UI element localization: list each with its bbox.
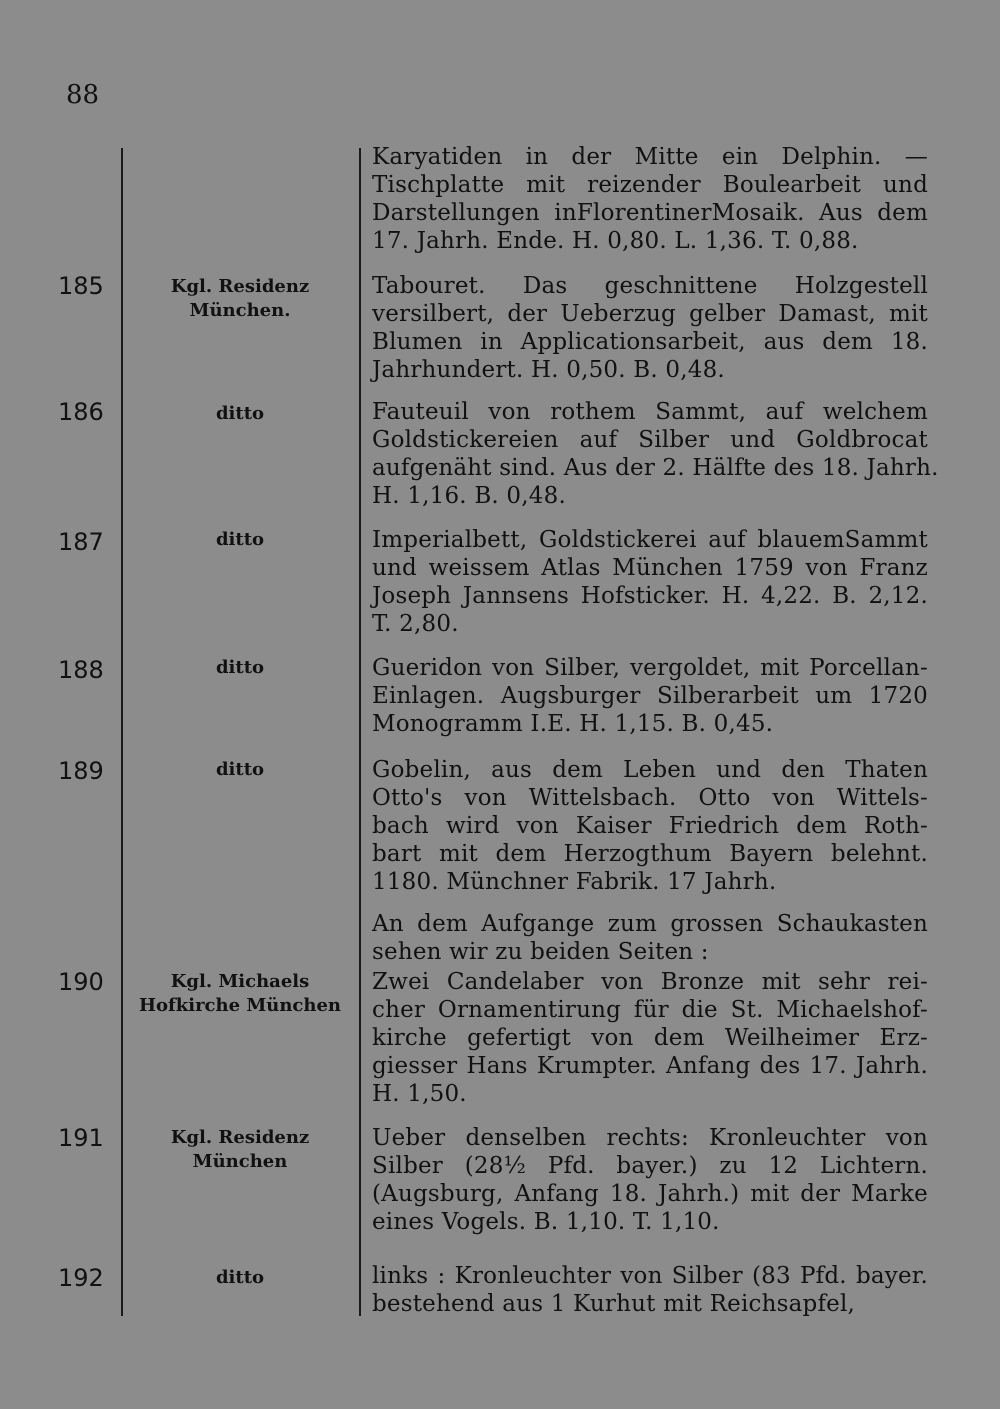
description-line: Imperialbett, Goldstickerei auf blauemSammt [372, 527, 928, 553]
entry-owner: ditto [215, 657, 265, 678]
description-line: 17. Jahrh. Ende. H. 0,80. L. 1,36. T. 0,88. [372, 228, 859, 254]
entry-description [372, 756, 928, 896]
description-line: bach wird von Kaiser Friedrich dem Roth- [372, 813, 928, 839]
description-line: Darstellungen inFlorentinerMosaik. Aus dem [372, 200, 928, 226]
entry-description [372, 1262, 928, 1318]
description-line: 1180. Münchner Fabrik. 17 Jahrh. [372, 869, 777, 895]
entry-description [372, 654, 928, 738]
description-line: Tabouret. Das geschnittene Holzgestell [372, 273, 928, 299]
entry-owner: ditto [215, 1267, 265, 1288]
description-line: kirche gefertigt von dem Weilheimer Erz- [372, 1025, 928, 1051]
description-line: Zwei Candelaber von Bronze mit sehr rei- [372, 969, 928, 995]
column-rule-left [121, 148, 123, 1316]
description-line: H. 1,16. B. 0,48. [372, 483, 566, 509]
description-line: giesser Hans Krumpter. Anfang des 17. Jahrh. [372, 1053, 928, 1079]
continued-description [372, 143, 928, 255]
entry-owner: Kgl. Residenz München. [170, 276, 310, 321]
entry-owner: ditto [215, 759, 265, 780]
entry-owner: Kgl. Michaels Hofkirche München [139, 971, 341, 1016]
description-line: aufgenäht sind. Aus der 2. Hälfte des 18. Jahrh. [372, 455, 939, 481]
description-line: Gobelin, aus dem Leben und den Thaten [372, 757, 928, 783]
description-line: T. 2,80. [372, 611, 459, 637]
entry-description [372, 968, 928, 1108]
description-line: Gueridon von Silber, vergoldet, mit Porcellan- [372, 655, 928, 681]
entry-number: 185 [58, 272, 104, 300]
entry-number: 188 [58, 656, 104, 684]
entry-number: 187 [58, 528, 104, 556]
description-line: An dem Aufgange zum grossen Schaukasten [372, 911, 928, 937]
description-line: versilbert, der Ueberzug gelber Damast, mit [372, 301, 928, 327]
entry-description [372, 910, 928, 966]
description-line: sehen wir zu beiden Seiten : [372, 939, 709, 965]
description-line: (Augsburg, Anfang 18. Jahrh.) mit der Marke [372, 1181, 928, 1207]
entry-number: 186 [58, 398, 104, 426]
description-line: Blumen in Applicationsarbeit, aus dem 18. [372, 329, 928, 355]
description-line: Otto's von Wittelsbach. Otto von Wittels- [372, 785, 928, 811]
entry-number: 192 [58, 1264, 104, 1292]
column-rule-right [359, 148, 361, 1316]
entry-number: 189 [58, 757, 104, 785]
description-line: und weissem Atlas München 1759 von Franz [372, 555, 928, 581]
description-line: Goldstickereien auf Silber und Goldbrocat [372, 427, 928, 453]
description-line: bestehend aus 1 Kurhut mit Reichsapfel, [372, 1291, 856, 1317]
description-line: cher Ornamentirung für die St. Michaelshof- [372, 997, 928, 1023]
description-line: Fauteuil von rothem Sammt, auf welchem [372, 399, 928, 425]
description-line: Tischplatte mit reizender Boulearbeit und [372, 172, 928, 198]
description-line: Silber (28½ Pfd. bayer.) zu 12 Lichtern. [372, 1153, 928, 1179]
description-line: Joseph Jannsens Hofsticker. H. 4,22. B. 2,12. [372, 583, 928, 609]
description-line: Ueber denselben rechts: Kronleuchter von [372, 1125, 928, 1151]
description-line: Jahrhundert. H. 0,50. B. 0,48. [372, 357, 725, 383]
entry-description [372, 272, 928, 384]
entry-owner: ditto [215, 403, 265, 424]
description-line: bart mit dem Herzogthum Bayern belehnt. [372, 841, 928, 867]
description-line: eines Vogels. B. 1,10. T. 1,10. [372, 1209, 720, 1235]
entry-description [372, 526, 928, 638]
entry-description [372, 398, 939, 510]
entry-number: 190 [58, 968, 104, 996]
entry-owner: ditto [215, 529, 265, 550]
entry-owner: Kgl. Residenz München [170, 1127, 310, 1172]
description-line: Karyatiden in der Mitte ein Delphin. — [372, 144, 928, 170]
description-line: H. 1,50. [372, 1081, 467, 1107]
description-line: Einlagen. Augsburger Silberarbeit um 1720 [372, 683, 928, 709]
entry-number: 191 [58, 1124, 104, 1152]
description-line: Monogramm I.E. H. 1,15. B. 0,45. [372, 711, 774, 737]
entry-description [372, 1124, 928, 1236]
description-line: links : Kronleuchter von Silber (83 Pfd. bayer. [372, 1263, 928, 1289]
page-number: 88 [66, 80, 100, 110]
